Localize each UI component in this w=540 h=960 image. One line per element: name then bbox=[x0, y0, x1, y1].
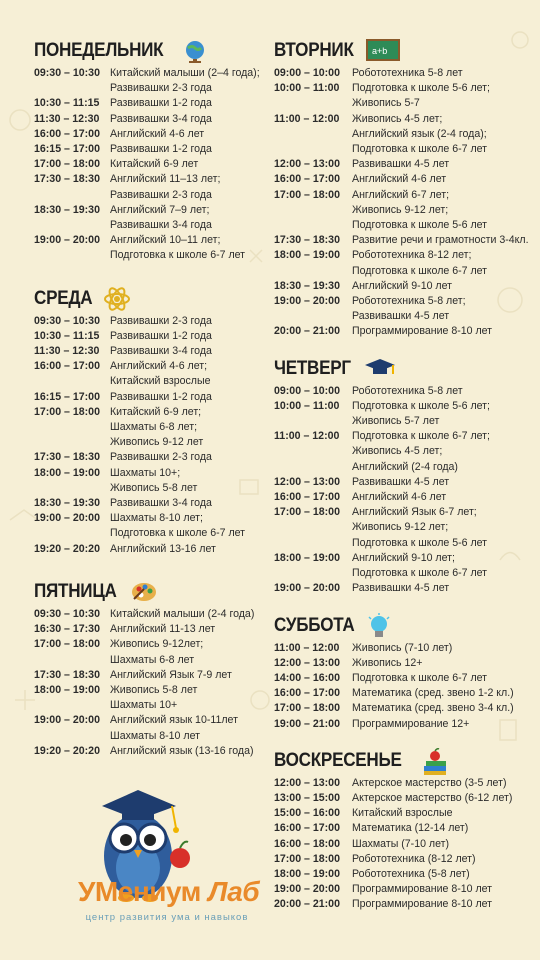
time-slot: 11:30 – 12:30 bbox=[34, 112, 100, 125]
schedule-row bbox=[274, 897, 536, 912]
schedule-row bbox=[34, 466, 264, 481]
activity-label: Живопись 5-7 bbox=[352, 97, 420, 110]
time-slot: 17:00 – 18:00 bbox=[34, 638, 100, 651]
time-slot: 19:00 – 21:00 bbox=[274, 717, 340, 730]
time-slot: 20:00 – 21:00 bbox=[274, 898, 340, 911]
activity-label: Английский 4-6 лет; bbox=[110, 360, 208, 373]
activity-label: Подготовка к школе 6-7 лет bbox=[110, 527, 246, 540]
time-slot: 12:00 – 13:00 bbox=[274, 656, 340, 669]
schedule-row bbox=[274, 566, 536, 581]
activity-label: Шахматы 10+ bbox=[110, 699, 178, 712]
palette-icon bbox=[130, 579, 158, 605]
day-title: ЧЕТВЕРГ bbox=[274, 357, 351, 379]
time-slot: 19:20 – 20:20 bbox=[34, 744, 100, 757]
time-slot bbox=[274, 566, 352, 581]
time-slot: 09:00 – 10:00 bbox=[274, 384, 340, 397]
schedule-row bbox=[274, 882, 536, 897]
activity-label: Английский 9-10 лет; bbox=[352, 551, 455, 564]
time-slot: 11:00 – 12:00 bbox=[274, 430, 340, 443]
time-slot bbox=[34, 248, 110, 263]
activity-label: Шахматы 10+; bbox=[110, 466, 181, 479]
schedule-row bbox=[274, 279, 536, 294]
blackboard-icon bbox=[366, 38, 394, 64]
right-column bbox=[274, 36, 536, 913]
time-slot: 18:00 – 19:00 bbox=[34, 466, 100, 479]
schedule-row bbox=[34, 390, 264, 405]
activity-label: Развивашки 1-2 года bbox=[110, 329, 212, 342]
activity-label: Английский 4-6 лет bbox=[352, 491, 447, 504]
activity-label: Развивашки 3-4 года bbox=[110, 219, 212, 232]
activity-label: Развивашки 2-3 года bbox=[110, 451, 212, 464]
activity-label: Подготовка к школе 6-7 лет bbox=[352, 143, 488, 156]
time-slot bbox=[274, 264, 352, 279]
day-section bbox=[34, 36, 264, 264]
activity-label: Актерское мастерство (6-12 лет) bbox=[352, 791, 513, 804]
schedule-row bbox=[274, 837, 536, 852]
activity-label: Программирование 8-10 лет bbox=[352, 325, 493, 338]
schedule-row bbox=[34, 172, 264, 187]
day-title: СУББОТА bbox=[274, 614, 355, 636]
schedule-row bbox=[34, 81, 264, 96]
activity-label: Робототехника (8-12 лет) bbox=[352, 852, 476, 865]
time-slot bbox=[34, 420, 110, 435]
activity-label: Математика (сред. звено 1-2 кл.) bbox=[352, 687, 514, 700]
schedule-row bbox=[34, 233, 264, 248]
activity-label: Развивашки 1-2 года bbox=[110, 390, 212, 403]
activity-label: Живопись (7-10 лет) bbox=[352, 641, 453, 654]
schedule-row bbox=[34, 157, 264, 172]
time-slot: 17:00 – 18:00 bbox=[274, 702, 340, 715]
schedule-row bbox=[34, 653, 264, 668]
activity-label: Английский 9-10 лет bbox=[352, 279, 452, 292]
time-slot bbox=[274, 520, 352, 535]
day-title: ВОСКРЕСЕНЬЕ bbox=[274, 749, 402, 771]
schedule-row bbox=[34, 203, 264, 218]
globe-icon bbox=[182, 38, 210, 64]
time-slot: 14:00 – 16:00 bbox=[274, 671, 340, 684]
schedule-row bbox=[34, 496, 264, 511]
activity-label: Подготовка к школе 5-6 лет bbox=[352, 219, 488, 232]
activity-label: Живопись 5-8 лет bbox=[110, 683, 198, 696]
time-slot: 16:30 – 17:30 bbox=[34, 623, 100, 636]
time-slot bbox=[34, 653, 110, 668]
schedule-row bbox=[34, 420, 264, 435]
time-slot: 17:30 – 18:30 bbox=[34, 451, 100, 464]
activity-label: Развивашки 3-4 года bbox=[110, 112, 212, 125]
activity-label: Развивашки 3-4 года bbox=[110, 497, 212, 510]
time-slot: 17:00 – 18:00 bbox=[274, 188, 340, 201]
schedule-row bbox=[274, 505, 536, 520]
schedule-row bbox=[274, 791, 536, 806]
time-slot: 12:00 – 13:00 bbox=[274, 475, 340, 488]
time-slot: 16:00 – 17:00 bbox=[274, 491, 340, 504]
schedule-row bbox=[274, 66, 536, 81]
schedule-row bbox=[34, 542, 264, 557]
schedule-row bbox=[274, 399, 536, 414]
schedule-row bbox=[34, 66, 264, 81]
time-slot: 12:00 – 13:00 bbox=[274, 158, 340, 171]
time-slot bbox=[274, 142, 352, 157]
activity-label: Английский 11–13 лет; bbox=[110, 173, 221, 186]
day-header bbox=[34, 577, 264, 607]
time-slot: 10:30 – 11:15 bbox=[34, 97, 100, 110]
activity-label: Китайский 6-9 лет bbox=[110, 158, 199, 171]
activity-label: Шахматы 6-8 лет; bbox=[110, 421, 198, 434]
schedule-row bbox=[274, 821, 536, 836]
schedule-row bbox=[274, 218, 536, 233]
schedule-row bbox=[34, 713, 264, 728]
schedule-row bbox=[34, 374, 264, 389]
time-slot: 17:00 – 18:00 bbox=[34, 158, 100, 171]
schedule-row bbox=[274, 641, 536, 656]
schedule-row bbox=[274, 142, 536, 157]
schedule-row bbox=[34, 329, 264, 344]
time-slot: 18:00 – 19:00 bbox=[274, 249, 340, 262]
time-slot: 10:00 – 11:00 bbox=[274, 82, 340, 95]
time-slot: 16:00 – 17:00 bbox=[274, 687, 340, 700]
schedule-row bbox=[274, 294, 536, 309]
time-slot: 17:00 – 18:00 bbox=[34, 405, 100, 418]
activity-label: Математика (сред. звено 3-4 кл.) bbox=[352, 702, 514, 715]
schedule-row bbox=[34, 526, 264, 541]
time-slot: 11:00 – 12:00 bbox=[274, 641, 340, 654]
schedule-row bbox=[274, 324, 536, 339]
activity-label: Подготовка к школе 5-6 лет bbox=[352, 536, 488, 549]
time-slot bbox=[34, 188, 110, 203]
activity-label: Английский (2-4 года) bbox=[352, 460, 458, 473]
activity-label: Английский язык (13-16 года) bbox=[110, 744, 254, 757]
activity-label: Робототехника 5-8 лет; bbox=[352, 295, 466, 308]
activity-label: Китайский взрослые bbox=[352, 807, 453, 820]
schedule-row bbox=[274, 96, 536, 111]
activity-label: Живопись 4-5 лет; bbox=[352, 112, 443, 125]
activity-label: Английский язык 10-11лет bbox=[110, 714, 238, 727]
day-title: СРЕДА bbox=[34, 287, 93, 309]
day-section bbox=[34, 577, 264, 759]
svg-text:a+b: a+b bbox=[372, 46, 388, 56]
schedule-row bbox=[274, 520, 536, 535]
activity-label: Живопись 9-12лет; bbox=[110, 638, 204, 651]
time-slot: 09:30 – 10:30 bbox=[34, 67, 100, 79]
time-slot: 19:00 – 20:00 bbox=[274, 295, 340, 308]
left-column bbox=[34, 36, 264, 759]
activity-label: Подготовка к школе 6-7 лет bbox=[110, 249, 246, 262]
time-slot bbox=[274, 460, 352, 475]
time-slot: 11:30 – 12:30 bbox=[34, 345, 100, 358]
activity-label: Развитие речи и грамотности 3-4кл. bbox=[352, 234, 529, 247]
activity-label: Подготовка к школе 6-7 лет bbox=[352, 567, 488, 580]
time-slot bbox=[34, 218, 110, 233]
time-slot: 17:30 – 18:30 bbox=[34, 173, 100, 186]
activity-label: Английский 11-13 лет bbox=[110, 623, 216, 636]
day-title: ПОНЕДЕЛЬНИК bbox=[34, 40, 164, 61]
time-slot: 19:00 – 20:00 bbox=[274, 582, 340, 595]
schedule-row bbox=[34, 405, 264, 420]
time-slot: 19:00 – 20:00 bbox=[34, 714, 100, 727]
activity-label: Программирование 8-10 лет bbox=[352, 883, 493, 896]
schedule-row bbox=[274, 444, 536, 459]
time-slot bbox=[34, 435, 110, 450]
activity-label: Развивашки 4-5 лет bbox=[352, 158, 450, 171]
time-slot bbox=[274, 127, 352, 142]
time-slot: 11:00 – 12:00 bbox=[274, 112, 340, 125]
activity-label: Живопись 9-12 лет; bbox=[352, 203, 449, 216]
schedule-row bbox=[274, 475, 536, 490]
schedule-row bbox=[34, 450, 264, 465]
activity-label: Китайский взрослые bbox=[110, 375, 211, 388]
time-slot: 17:00 – 18:00 bbox=[274, 852, 340, 865]
activity-label: Английский 7–9 лет; bbox=[110, 203, 210, 216]
day-section bbox=[274, 746, 536, 913]
activity-label: Программирование 8-10 лет bbox=[352, 898, 493, 911]
time-slot: 16:15 – 17:00 bbox=[34, 143, 100, 156]
activity-label: Робототехника (5-8 лет) bbox=[352, 867, 470, 880]
activity-label: Английский Язык 6-7 лет; bbox=[352, 506, 477, 519]
day-header bbox=[274, 354, 536, 384]
time-slot: 09:00 – 10:00 bbox=[274, 67, 340, 79]
time-slot bbox=[274, 444, 352, 459]
day-title: ПЯТНИЦА bbox=[34, 580, 117, 602]
activity-label: Шахматы 8-10 лет bbox=[110, 729, 200, 742]
time-slot: 15:00 – 16:00 bbox=[274, 807, 340, 820]
time-slot: 19:20 – 20:20 bbox=[34, 542, 100, 555]
day-header bbox=[34, 36, 264, 66]
time-slot: 13:00 – 15:00 bbox=[274, 791, 340, 804]
time-slot: 18:30 – 19:30 bbox=[274, 279, 340, 292]
schedule-row bbox=[274, 551, 536, 566]
activity-label: Английский 13-16 лет bbox=[110, 542, 216, 555]
schedule-row bbox=[274, 81, 536, 96]
activity-label: Подготовка к школе 5-6 лет; bbox=[352, 399, 490, 412]
schedule-row bbox=[274, 429, 536, 444]
activity-label: Живопись 12+ bbox=[352, 656, 423, 669]
time-slot: 18:30 – 19:30 bbox=[34, 203, 100, 216]
time-slot: 18:30 – 19:30 bbox=[34, 497, 100, 510]
activity-label: Математика (12-14 лет) bbox=[352, 822, 469, 835]
activity-label: Шахматы 8-10 лет; bbox=[110, 512, 203, 525]
schedule-row bbox=[274, 581, 536, 596]
brand-name: УМениум Лаб bbox=[78, 876, 260, 907]
schedule-row bbox=[34, 127, 264, 142]
time-slot: 16:00 – 18:00 bbox=[274, 837, 340, 850]
brand-tagline: центр развития ума и навыков bbox=[85, 912, 249, 923]
day-header bbox=[274, 611, 536, 641]
time-slot bbox=[34, 698, 110, 713]
schedule-row bbox=[34, 218, 264, 233]
time-slot bbox=[34, 729, 110, 744]
atom-icon bbox=[103, 286, 131, 312]
schedule-row bbox=[34, 188, 264, 203]
schedule-row bbox=[34, 344, 264, 359]
activity-label: Шахматы 6-8 лет bbox=[110, 653, 195, 666]
activity-label: Английский 4-6 лет bbox=[110, 127, 205, 140]
time-slot: 10:30 – 11:15 bbox=[34, 329, 100, 342]
time-slot: 09:30 – 10:30 bbox=[34, 607, 100, 620]
schedule-row bbox=[34, 607, 264, 622]
time-slot: 18:00 – 19:00 bbox=[274, 867, 340, 880]
schedule-row bbox=[274, 717, 536, 732]
day-section bbox=[34, 284, 264, 557]
time-slot: 19:00 – 20:00 bbox=[34, 512, 100, 525]
time-slot bbox=[274, 414, 352, 429]
time-slot bbox=[34, 526, 110, 541]
activity-label: Развивашки 1-2 года bbox=[110, 143, 212, 156]
schedule-row bbox=[274, 536, 536, 551]
activity-label: Живопись 9-12 лет; bbox=[352, 521, 449, 534]
activity-label: Живопись 5-7 лет bbox=[352, 415, 440, 428]
schedule-row bbox=[274, 414, 536, 429]
day-section bbox=[274, 611, 536, 732]
schedule-row bbox=[274, 188, 536, 203]
activity-label: Развивашки 1-2 года bbox=[110, 97, 212, 110]
time-slot bbox=[34, 481, 110, 496]
schedule-row bbox=[34, 96, 264, 111]
schedule-row bbox=[274, 384, 536, 399]
schedule-row bbox=[34, 511, 264, 526]
schedule-row bbox=[274, 172, 536, 187]
time-slot: 19:00 – 20:00 bbox=[34, 234, 100, 247]
activity-label: Развивашки 3-4 года bbox=[110, 345, 212, 358]
day-header bbox=[274, 746, 536, 776]
schedule-row bbox=[274, 776, 536, 791]
activity-label: Робототехника 8-12 лет; bbox=[352, 249, 472, 262]
lightbulb-icon bbox=[367, 613, 395, 639]
activity-label: Подготовка к школе 6-7 лет bbox=[352, 264, 488, 277]
activity-label: Живопись 5-8 лет bbox=[110, 481, 198, 494]
activity-label: Развивашки 2-3 года bbox=[110, 314, 212, 327]
schedule-row bbox=[34, 698, 264, 713]
time-slot bbox=[274, 309, 352, 324]
time-slot: 16:00 – 17:00 bbox=[274, 822, 340, 835]
activity-label: Живопись 4-5 лет; bbox=[352, 445, 443, 458]
time-slot bbox=[274, 218, 352, 233]
activity-label: Развивашки 2-3 года bbox=[110, 188, 212, 201]
activity-label: Шахматы (7-10 лет) bbox=[352, 837, 450, 850]
schedule-row bbox=[274, 127, 536, 142]
activity-label: Развивашки 4-5 лет bbox=[352, 475, 450, 488]
activity-label: Китайский 6-9 лет; bbox=[110, 405, 202, 418]
day-header bbox=[274, 36, 536, 66]
schedule-row bbox=[274, 701, 536, 716]
day-section bbox=[274, 36, 536, 340]
time-slot bbox=[274, 536, 352, 551]
schedule-row bbox=[34, 683, 264, 698]
schedule-row bbox=[34, 637, 264, 652]
schedule-row bbox=[274, 671, 536, 686]
activity-label: Развивашки 4-5 лет bbox=[352, 582, 450, 595]
activity-label: Робототехника 5-8 лет bbox=[352, 384, 463, 397]
time-slot: 20:00 – 21:00 bbox=[274, 325, 340, 338]
schedule-row bbox=[274, 233, 536, 248]
activity-label: Актерское мастерство (3-5 лет) bbox=[352, 776, 507, 789]
time-slot: 16:15 – 17:00 bbox=[34, 390, 100, 403]
schedule-row bbox=[34, 668, 264, 683]
schedule-row bbox=[34, 729, 264, 744]
activity-label: Развивашки 2-3 года bbox=[110, 82, 212, 95]
schedule-row bbox=[274, 460, 536, 475]
schedule-row bbox=[34, 622, 264, 637]
schedule-row bbox=[274, 112, 536, 127]
schedule-row bbox=[274, 157, 536, 172]
day-title: ВТОРНИК bbox=[274, 40, 354, 61]
schedule-row bbox=[34, 481, 264, 496]
activity-label: Китайский малыши (2–4 года); bbox=[110, 67, 260, 79]
activity-label: Китайский малыши (2-4 года) bbox=[110, 607, 255, 620]
activity-label: Английский 4-6 лет bbox=[352, 173, 447, 186]
schedule-row bbox=[34, 248, 264, 263]
time-slot bbox=[274, 96, 352, 111]
schedule-row bbox=[274, 686, 536, 701]
time-slot bbox=[274, 203, 352, 218]
time-slot: 12:00 – 13:00 bbox=[274, 776, 340, 789]
schedule-row bbox=[274, 490, 536, 505]
schedule-row bbox=[34, 744, 264, 759]
activity-label: Программирование 12+ bbox=[352, 717, 470, 730]
activity-label: Живопись 9-12 лет bbox=[110, 436, 204, 449]
graduation-cap-icon bbox=[363, 356, 391, 382]
activity-label: Робототехника 5-8 лет bbox=[352, 67, 463, 79]
activity-label: Английский 10–11 лет; bbox=[110, 234, 221, 247]
schedule-row bbox=[34, 359, 264, 374]
activity-label: Подготовка к школе 6-7 лет; bbox=[352, 430, 490, 443]
day-section bbox=[274, 354, 536, 597]
time-slot: 17:30 – 18:30 bbox=[274, 234, 340, 247]
schedule-row bbox=[274, 309, 536, 324]
time-slot bbox=[34, 81, 110, 96]
schedule-row bbox=[34, 142, 264, 157]
schedule-row bbox=[274, 852, 536, 867]
activity-label: Подготовка к школе 6-7 лет bbox=[352, 671, 488, 684]
activity-label: Развивашки 4-5 лет bbox=[352, 310, 450, 323]
day-header bbox=[34, 284, 264, 314]
schedule-row bbox=[274, 203, 536, 218]
schedule-row bbox=[274, 867, 536, 882]
activity-label: Английский язык (2-4 года); bbox=[352, 127, 487, 140]
time-slot: 16:00 – 17:00 bbox=[34, 127, 100, 140]
time-slot: 19:00 – 20:00 bbox=[274, 883, 340, 896]
activity-label: Подготовка к школе 5-6 лет; bbox=[352, 82, 490, 95]
activity-label: Английский 6-7 лет; bbox=[352, 188, 450, 201]
schedule-row bbox=[274, 806, 536, 821]
time-slot: 16:00 – 17:00 bbox=[274, 173, 340, 186]
schedule-row bbox=[274, 264, 536, 279]
time-slot: 09:30 – 10:30 bbox=[34, 314, 100, 327]
time-slot: 16:00 – 17:00 bbox=[34, 360, 100, 373]
time-slot: 17:00 – 18:00 bbox=[274, 506, 340, 519]
time-slot: 10:00 – 11:00 bbox=[274, 399, 340, 412]
time-slot: 18:00 – 19:00 bbox=[34, 683, 100, 696]
schedule-row bbox=[34, 435, 264, 450]
schedule-row bbox=[34, 314, 264, 329]
schedule-row bbox=[274, 248, 536, 263]
schedule-row bbox=[34, 112, 264, 127]
books-apple-icon bbox=[420, 748, 448, 774]
activity-label: Английский Язык 7-9 лет bbox=[110, 668, 232, 681]
time-slot: 17:30 – 18:30 bbox=[34, 668, 100, 681]
time-slot: 18:00 – 19:00 bbox=[274, 551, 340, 564]
time-slot bbox=[34, 374, 110, 389]
schedule-row bbox=[274, 656, 536, 671]
